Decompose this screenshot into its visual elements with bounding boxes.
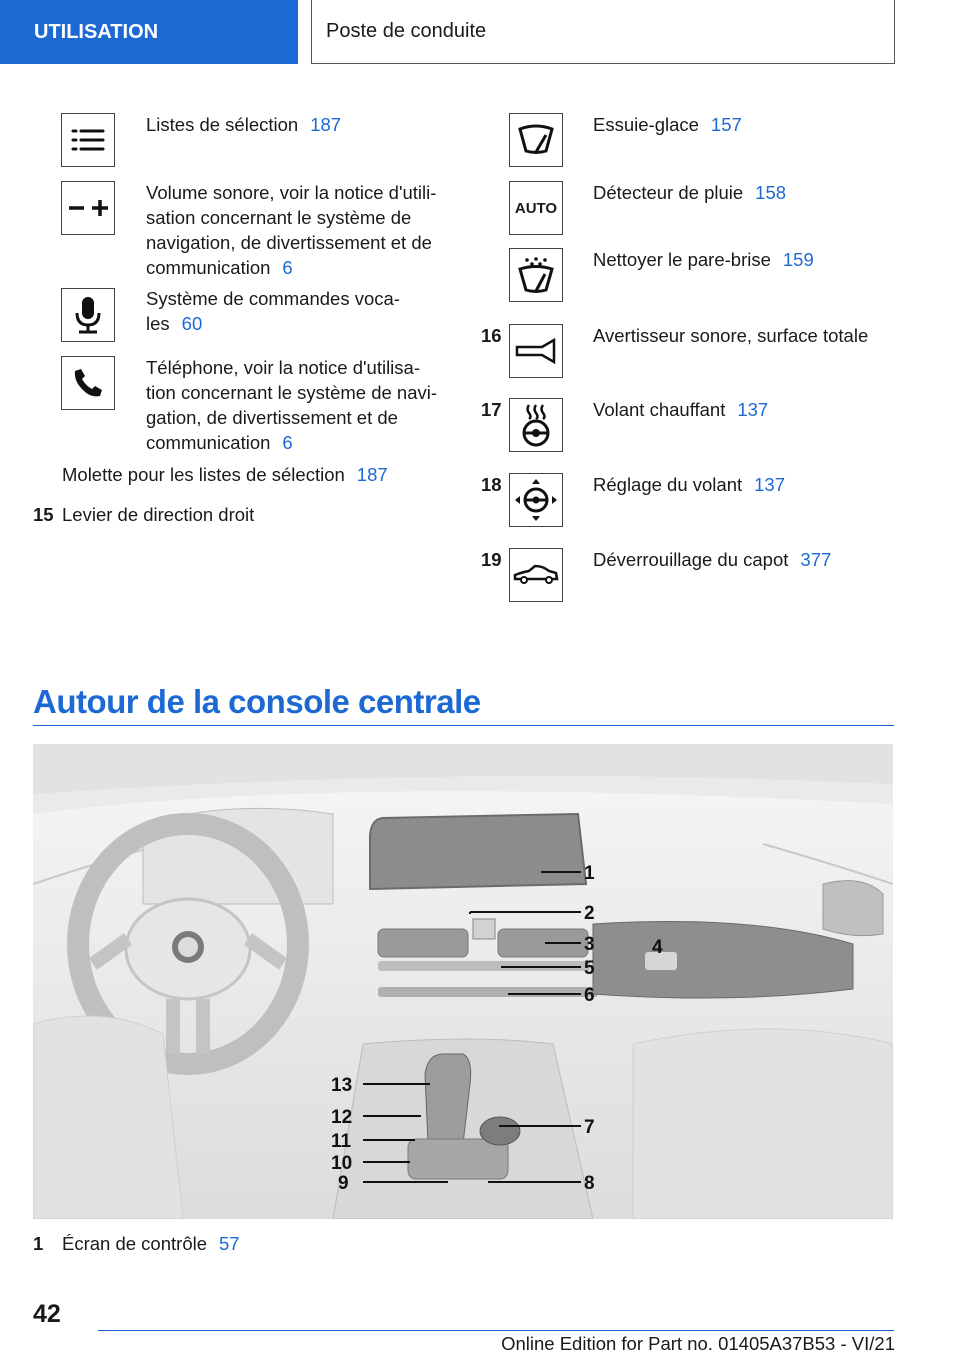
washer-icon — [509, 248, 563, 302]
item-label-line: communication — [146, 257, 271, 278]
section-divider — [33, 725, 894, 726]
item-label: Essuie-glace — [593, 114, 699, 135]
auto-icon — [509, 181, 563, 235]
item-label-line: gation, de divertissement et de — [146, 407, 398, 428]
figure-callout: 2 — [584, 903, 595, 924]
caption — [62, 1231, 240, 1256]
list-item — [593, 472, 785, 497]
list-item — [146, 112, 341, 137]
item-label: Nettoyer le pare-brise — [593, 249, 771, 270]
page-number: 42 — [33, 1300, 61, 1328]
page-ref-link[interactable]: 377 — [800, 549, 832, 570]
figure-callout: 12 — [331, 1107, 353, 1128]
item-label: Détecteur de pluie — [593, 182, 744, 203]
item-number: 18 — [481, 474, 502, 495]
list-item — [146, 180, 436, 280]
page-ref-link[interactable]: 187 — [310, 114, 342, 135]
item-number: 19 — [481, 549, 502, 570]
figure-callout: 11 — [331, 1131, 352, 1152]
heated-wheel-icon — [509, 398, 563, 452]
item-number: 15 — [33, 504, 54, 525]
list-item — [593, 180, 786, 205]
item-label: Déverrouillage du capot — [593, 549, 789, 570]
item-number: 17 — [481, 399, 502, 420]
footer-edition: Online Edition for Part no. 01405A37B53 - VI/21 — [501, 1333, 895, 1354]
page-ref-link[interactable]: 187 — [356, 464, 388, 485]
horn-icon — [509, 324, 563, 378]
page-ref-link[interactable]: 6 — [282, 432, 293, 453]
list-icon — [61, 113, 115, 167]
item-label: Volant chauffant — [593, 399, 726, 420]
figure-callout: 13 — [331, 1075, 353, 1096]
figure-callout: 9 — [338, 1173, 349, 1194]
figure-callout: 6 — [584, 985, 595, 1006]
caption-number: 1 — [33, 1233, 44, 1254]
item-label-line: les — [146, 313, 170, 334]
page-ref-link[interactable]: 157 — [710, 114, 742, 135]
item-label-line: tion concernant le système de navi- — [146, 382, 438, 403]
footer-divider — [98, 1330, 894, 1331]
item-label: Molette pour les listes de sélection — [62, 464, 345, 485]
item-number: 16 — [481, 325, 502, 346]
microphone-icon — [61, 288, 115, 342]
page-ref-link[interactable]: 159 — [782, 249, 814, 270]
page-ref-link[interactable]: 137 — [737, 399, 769, 420]
figure-callout: 10 — [331, 1153, 353, 1174]
list-item — [146, 286, 400, 336]
item-label: Avertisseur sonore, surface totale — [593, 325, 869, 346]
item-label-line: sation concernant le système de — [146, 207, 412, 228]
page-ref-link[interactable]: 158 — [755, 182, 787, 203]
page-ref-link[interactable]: 137 — [754, 474, 786, 495]
page-ref-link[interactable]: 60 — [181, 313, 203, 334]
minus-plus-icon — [61, 181, 115, 235]
item-label-line: Téléphone, voir la notice d'utilisa- — [146, 357, 420, 378]
hood-release-icon — [509, 548, 563, 602]
list-item — [593, 397, 768, 422]
caption-label: Écran de contrôle — [62, 1233, 208, 1254]
item-label: Levier de direction droit — [62, 504, 255, 525]
figure-callout: 8 — [584, 1173, 595, 1194]
list-item — [593, 247, 814, 272]
section-tab[interactable]: UTILISATION — [0, 0, 298, 64]
page-ref-link[interactable]: 6 — [282, 257, 293, 278]
list-item — [593, 112, 742, 137]
item-label-line: Système de commandes voca- — [146, 288, 400, 309]
console-illustration — [33, 744, 893, 1219]
figure-callout: 3 — [584, 934, 595, 955]
wheel-adjust-icon — [509, 473, 563, 527]
item-label-line: Volume sonore, voir la notice d'utili- — [146, 182, 437, 203]
list-item — [62, 462, 388, 487]
auto-icon-text: AUTO — [514, 199, 558, 217]
page-ref-link[interactable]: 57 — [219, 1233, 240, 1254]
figure-callout: 1 — [584, 863, 595, 884]
item-label: Listes de sélection — [146, 114, 299, 135]
wiper-icon — [509, 113, 563, 167]
figure-callout: 7 — [584, 1117, 595, 1138]
section-heading: Autour de la console centrale — [33, 683, 481, 720]
figure-callout: 4 — [652, 937, 663, 958]
list-item — [146, 355, 437, 455]
phone-icon — [61, 356, 115, 410]
figure-callout: 5 — [584, 958, 595, 979]
item-label-line: navigation, de divertissement et de — [146, 232, 432, 253]
item-label-line: communication — [146, 432, 271, 453]
item-label: Réglage du volant — [593, 474, 743, 495]
chapter-title: Poste de conduite — [311, 0, 895, 64]
list-item — [593, 547, 831, 572]
